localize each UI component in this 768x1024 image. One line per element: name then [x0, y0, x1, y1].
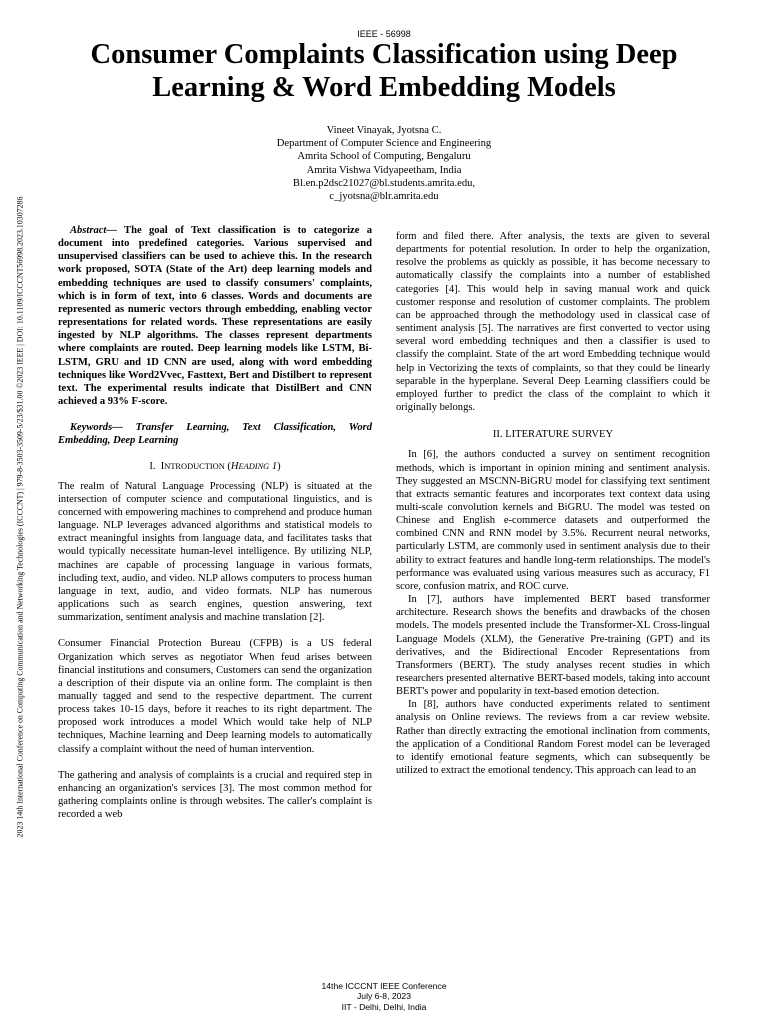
author-school: Amrita School of Computing, Bengaluru [297, 151, 471, 163]
title-line: Consumer Complaints Classification using Deep [90, 39, 678, 70]
intro-paragraph: The gathering and analysis of complaints is a crucial and required step in enhancing an organization's services [3]. The most common method for gathering complaints online is through websites. The caller's complaint is recorded a web [58, 769, 372, 821]
intro-paragraph: Consumer Financial Protection Bureau (CFPB) is a US federal Organization which serves as negotiator When feud arises between financial institutions and consumers, Customers can send the organization a description of their dispute via an online form. The complaint is then manually tagged and send to the respective department. The current process takes 10-15 days, before it reaches to its right department. The proposed work introduces a model Which would take help of NLP techniques, Machine learning and Deep learning models to automatically classify a complaint without the need of human intervention. [58, 638, 372, 755]
abstract-text: The goal of Text classification is to categorize a document into predefined categories. Various supervised and unsupervised classifiers can be used to achieve this. In the research work proposed, SOTA (State of the Art) deep learning models and embedding techniques are used to classify consumers' complaints, which is in form of text, into 6 classes. Words and documents are represented as numeric vectors through embedding, enabling vector representations for related words. These representations are easily ingested by NLP algorithms. The classes represent departments where complaints are routed. Deep learning models like LSTM, Bi-LSTM, GRU and 1D CNN are used, along with word embedding techniques like Word2Vvec, Fasttext, Bert and Distilbert to represent text. The experimental results indicate that DistilBert and CNN achieved a 93% F-score. [58, 225, 372, 408]
citation-text: 2023 14th International Conference on Computing Communication and Networking Technologies (ICCCNT) | 979-8-3503-3509-5/23/$31.00 ©2023 IEEE | DOI: 10.1109/ICCCNT56998.2023.10307286 [15, 196, 25, 838]
author-department: Department of Computer Science and Engineering [276, 138, 492, 150]
author-university: Amrita Vishwa Vidyapeetham, India [306, 164, 462, 176]
paper-title [40, 38, 728, 104]
title-line: Learning & Word Embedding Models [152, 72, 616, 103]
author-email: Bl.en.p2dsc21027@bl.students.amrita.edu, [292, 177, 476, 189]
footer-conference: 14the ICCCNT IEEE Conference [321, 981, 447, 991]
intro-paragraph: The realm of Natural Language Processing (NLP) is situated at the intersection of computer science and computational linguistics, and is concerned with empowering machines to comprehend and produce human language. NLP leverages advanced algorithms and statistical models to extract meaningful insights from language data, and facilitates tasks that would typically necessitate human-level intelligence. By utilizing NLP, machines are capable of processing language in various formats, including text, audio, and video. NLP allows computers to process human language in text, audio, and video formats. NLP has numerous applications such as search engines, question answering, text summarization, sentiment analysis and machine translation [2]. [58, 480, 372, 624]
author-block [0, 124, 768, 203]
left-column [58, 224, 372, 821]
section-heading-literature-survey: II. LITERATURE SURVEY [492, 429, 614, 441]
conference-id: IEEE - 56998 [357, 29, 411, 39]
abstract [58, 224, 372, 408]
right-column [396, 230, 710, 777]
literature-paragraph: In [7], authors have implemented BERT based transformer architecture. Research shows the benefits and drawbacks of the chosen models. The models presented include the Transformer-XL Cross-lingual Language Models (XLM), the Generative Pre-training (GPT) and its derivatives, and the Bidirectional Encoder Representations from Transformers (BERT). The study analyses recent studies in which researchers presented alternative BERT-based models, taking into account BERT's power and popularity in text-based emotion detection. [396, 594, 710, 698]
literature-paragraph: In [6], the authors conducted a survey on sentiment recognition methods, which is important in opinion mining and sentiment analysis. They suggested an MSCNN-BiGRU model for classifying text sentiment that extracts semantic features and incorporates text context data using multi-scale convolution kernels and BiGRU. The model was tested on Chinese and English e-commerce datasets and outperformed the combined CNN and RNN model by 3.5%. Recurrent neural networks, particularly LSTM, are commonly used in sentiment analysis due to their ability to extract features and handle long-term relationships. The model's performance was evaluated using various measures such as accuracy, F1 score, confusion matrix, and ROC curve. [396, 449, 710, 592]
section-heading-introduction: I. INTRODUCTION (HEADING 1) [149, 460, 281, 472]
intro-continuation: form and filed there. After analysis, the texts are given to several departments for potential resolution. In order to help the organization, resolve the problems as quickly as possible, it has become necessary to automatically classify the complaints into a number of established categories [4]. This would help in saving manual work and quick customer response and resolution of customer complaints. The problem can be approached through the methodology used in classical case of sentiment analysis [5]. The narratives are first converted to vector using several word embedding techniques and then a classifier is used to classify the complaint. State of the art word Embedding technique would help in Vectorizing the texts of complaints, so that they could be linearly separable in the hyperplane. Several Deep Learning classifiers could be employed further to predict the class of the complaint to which it originally belongs. [396, 231, 710, 414]
abstract-label: Abstract— [70, 225, 117, 236]
keywords-text: Transfer Learning, Text Classification, Word Embedding, Deep Learning [58, 422, 372, 447]
footer-location: IIT - Delhi, Delhi, India [341, 1001, 427, 1012]
keywords-label: Keywords— [70, 422, 123, 434]
author-email: c_jyotsna@blr.amrita.edu [329, 191, 439, 203]
literature-paragraph: In [8], authors have conducted experiments related to sentiment analysis on Online reviews. The reviews from a car review website. Rather than directly extracting the emotional inclination from comments, the application of a Conditional Random Forest model can be leveraged to identify emotional feature segments, which can subsequently be utilized to extract the emotional tendency. This approach can lead to an [396, 699, 710, 777]
author-names: Vineet Vinayak, Jyotsna C. [326, 125, 442, 136]
footer-date: July 6-8, 2023 [357, 991, 411, 1002]
sidebar-citation [13, 117, 27, 917]
page-footer [0, 981, 768, 1012]
keywords [58, 421, 372, 447]
